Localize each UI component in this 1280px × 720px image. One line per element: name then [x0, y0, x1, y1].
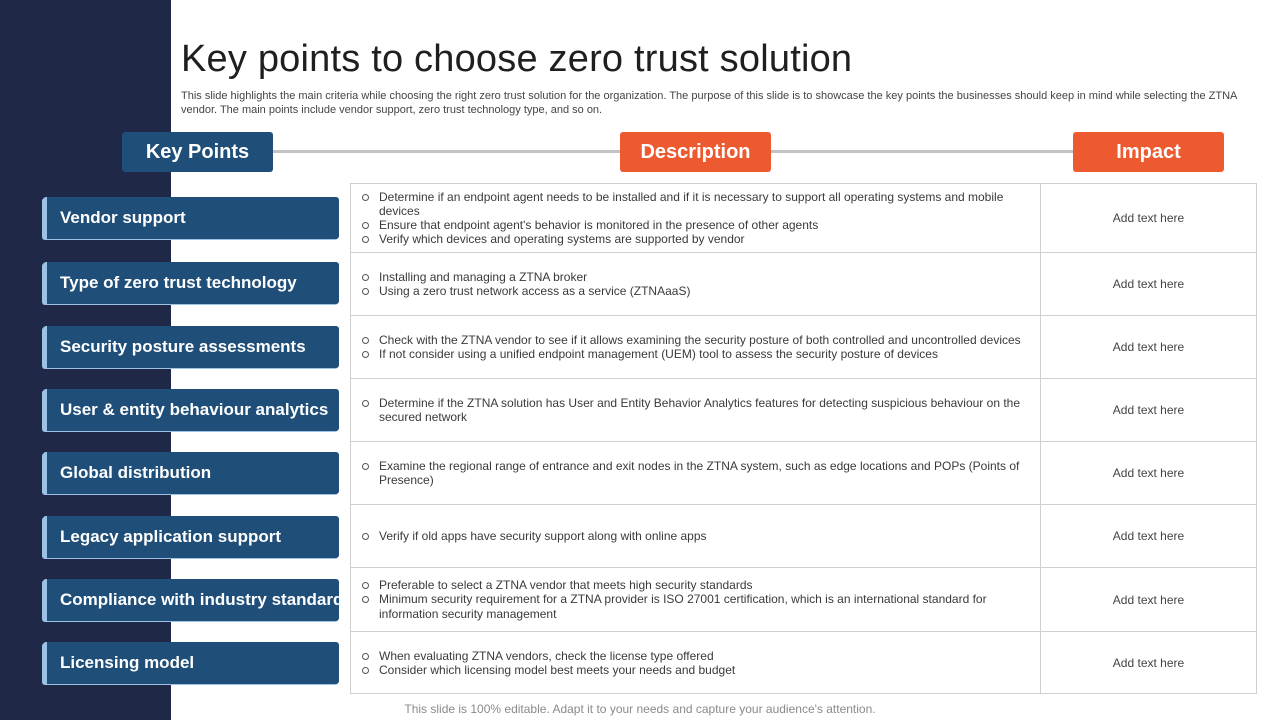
- table-row: [351, 631, 1256, 694]
- description-bullet: Check with the ZTNA vendor to see if it allows examining the security posture of both controlled and uncontrolled devices: [361, 333, 1021, 347]
- description-bullet: Determine if an endpoint agent needs to be installed and if it is necessary to support all operating systems and mobile devices: [361, 190, 1026, 218]
- table-row: [351, 567, 1256, 631]
- description-bullet: Examine the regional range of entrance and exit nodes in the ZTNA system, such as edge locations and POPs (Points of Presence): [361, 459, 1026, 487]
- table-row: [351, 252, 1256, 315]
- key-point-pill: Vendor support: [43, 197, 339, 239]
- impact-cell: Add text here: [1112, 403, 1185, 417]
- description-cell: [351, 568, 1041, 631]
- key-point-pill: Compliance with industry standards: [43, 579, 339, 621]
- description-bullet-list: [361, 270, 690, 298]
- impact-cell: Add text here: [1112, 211, 1185, 225]
- description-bullet: Consider which licensing model best meets your needs and budget: [361, 663, 735, 677]
- criteria-table: [350, 183, 1257, 694]
- description-cell: [351, 316, 1041, 378]
- description-bullet-list: [361, 333, 1021, 361]
- description-bullet-list: [361, 649, 735, 677]
- description-bullet-list: [361, 190, 1026, 247]
- table-row: [351, 184, 1256, 252]
- description-bullet: If not consider using a unified endpoint management (UEM) tool to assess the security posture of devices: [361, 347, 1021, 361]
- table-row: [351, 504, 1256, 567]
- description-cell: [351, 253, 1041, 315]
- description-bullet: Minimum security requirement for a ZTNA provider is ISO 27001 certification, which is an international standard for information security management: [361, 592, 1026, 620]
- description-bullet-list: [361, 578, 1026, 621]
- key-point-pill: Type of zero trust technology: [43, 262, 339, 304]
- description-bullet: Determine if the ZTNA solution has User and Entity Behavior Analytics features for detecting suspicious behaviour on the secured network: [361, 396, 1026, 424]
- impact-cell: Add text here: [1112, 340, 1185, 354]
- slide-title: Key points to choose zero trust solution: [181, 38, 853, 80]
- impact-cell: Add text here: [1112, 656, 1185, 670]
- description-cell: [351, 379, 1041, 441]
- key-point-pill: Global distribution: [43, 452, 339, 494]
- description-bullet: Installing and managing a ZTNA broker: [361, 270, 690, 284]
- impact-header: Impact: [1073, 132, 1224, 172]
- table-row: [351, 378, 1256, 441]
- description-bullet: Using a zero trust network access as a service (ZTNAaaS): [361, 284, 690, 298]
- key-point-pill: Security posture assessments: [43, 326, 339, 368]
- description-bullet-list: [361, 529, 707, 543]
- description-bullet-list: [361, 459, 1026, 487]
- slide-subtitle: This slide highlights the main criteria while choosing the right zero trust solution for the organization. The purpose of this slide is to showcase the key points the businesses should keep in mind while selecting the ZTNA vendor. The main points include vendor support, zero trust technology type, and so on.: [181, 90, 1237, 116]
- description-cell: [351, 505, 1041, 567]
- impact-cell: Add text here: [1112, 529, 1185, 543]
- table-row: [351, 441, 1256, 504]
- description-bullet: Verify if old apps have security support along with online apps: [361, 529, 707, 543]
- description-bullet: Verify which devices and operating systems are supported by vendor: [361, 232, 1026, 246]
- impact-cell: Add text here: [1112, 277, 1185, 291]
- description-bullet: Ensure that endpoint agent's behavior is monitored in the presence of other agents: [361, 218, 1026, 232]
- description-cell: [351, 442, 1041, 504]
- key-point-pill: Licensing model: [43, 642, 339, 684]
- impact-cell: Add text here: [1112, 592, 1185, 607]
- table-row: [351, 315, 1256, 378]
- impact-cell: Add text here: [1112, 466, 1185, 480]
- description-cell: [351, 184, 1041, 252]
- description-bullet: Preferable to select a ZTNA vendor that meets high security standards: [361, 578, 1026, 592]
- slide-footer: This slide is 100% editable. Adapt it to your needs and capture your audience's attention.: [404, 702, 876, 716]
- key-point-pill: User & entity behaviour analytics: [43, 389, 339, 431]
- description-bullet-list: [361, 396, 1026, 424]
- key-points-header: Key Points: [122, 132, 273, 172]
- description-cell: [351, 632, 1041, 694]
- description-header: Description: [620, 132, 771, 172]
- description-bullet: When evaluating ZTNA vendors, check the license type offered: [361, 649, 735, 663]
- key-point-pill: Legacy application support: [43, 516, 339, 558]
